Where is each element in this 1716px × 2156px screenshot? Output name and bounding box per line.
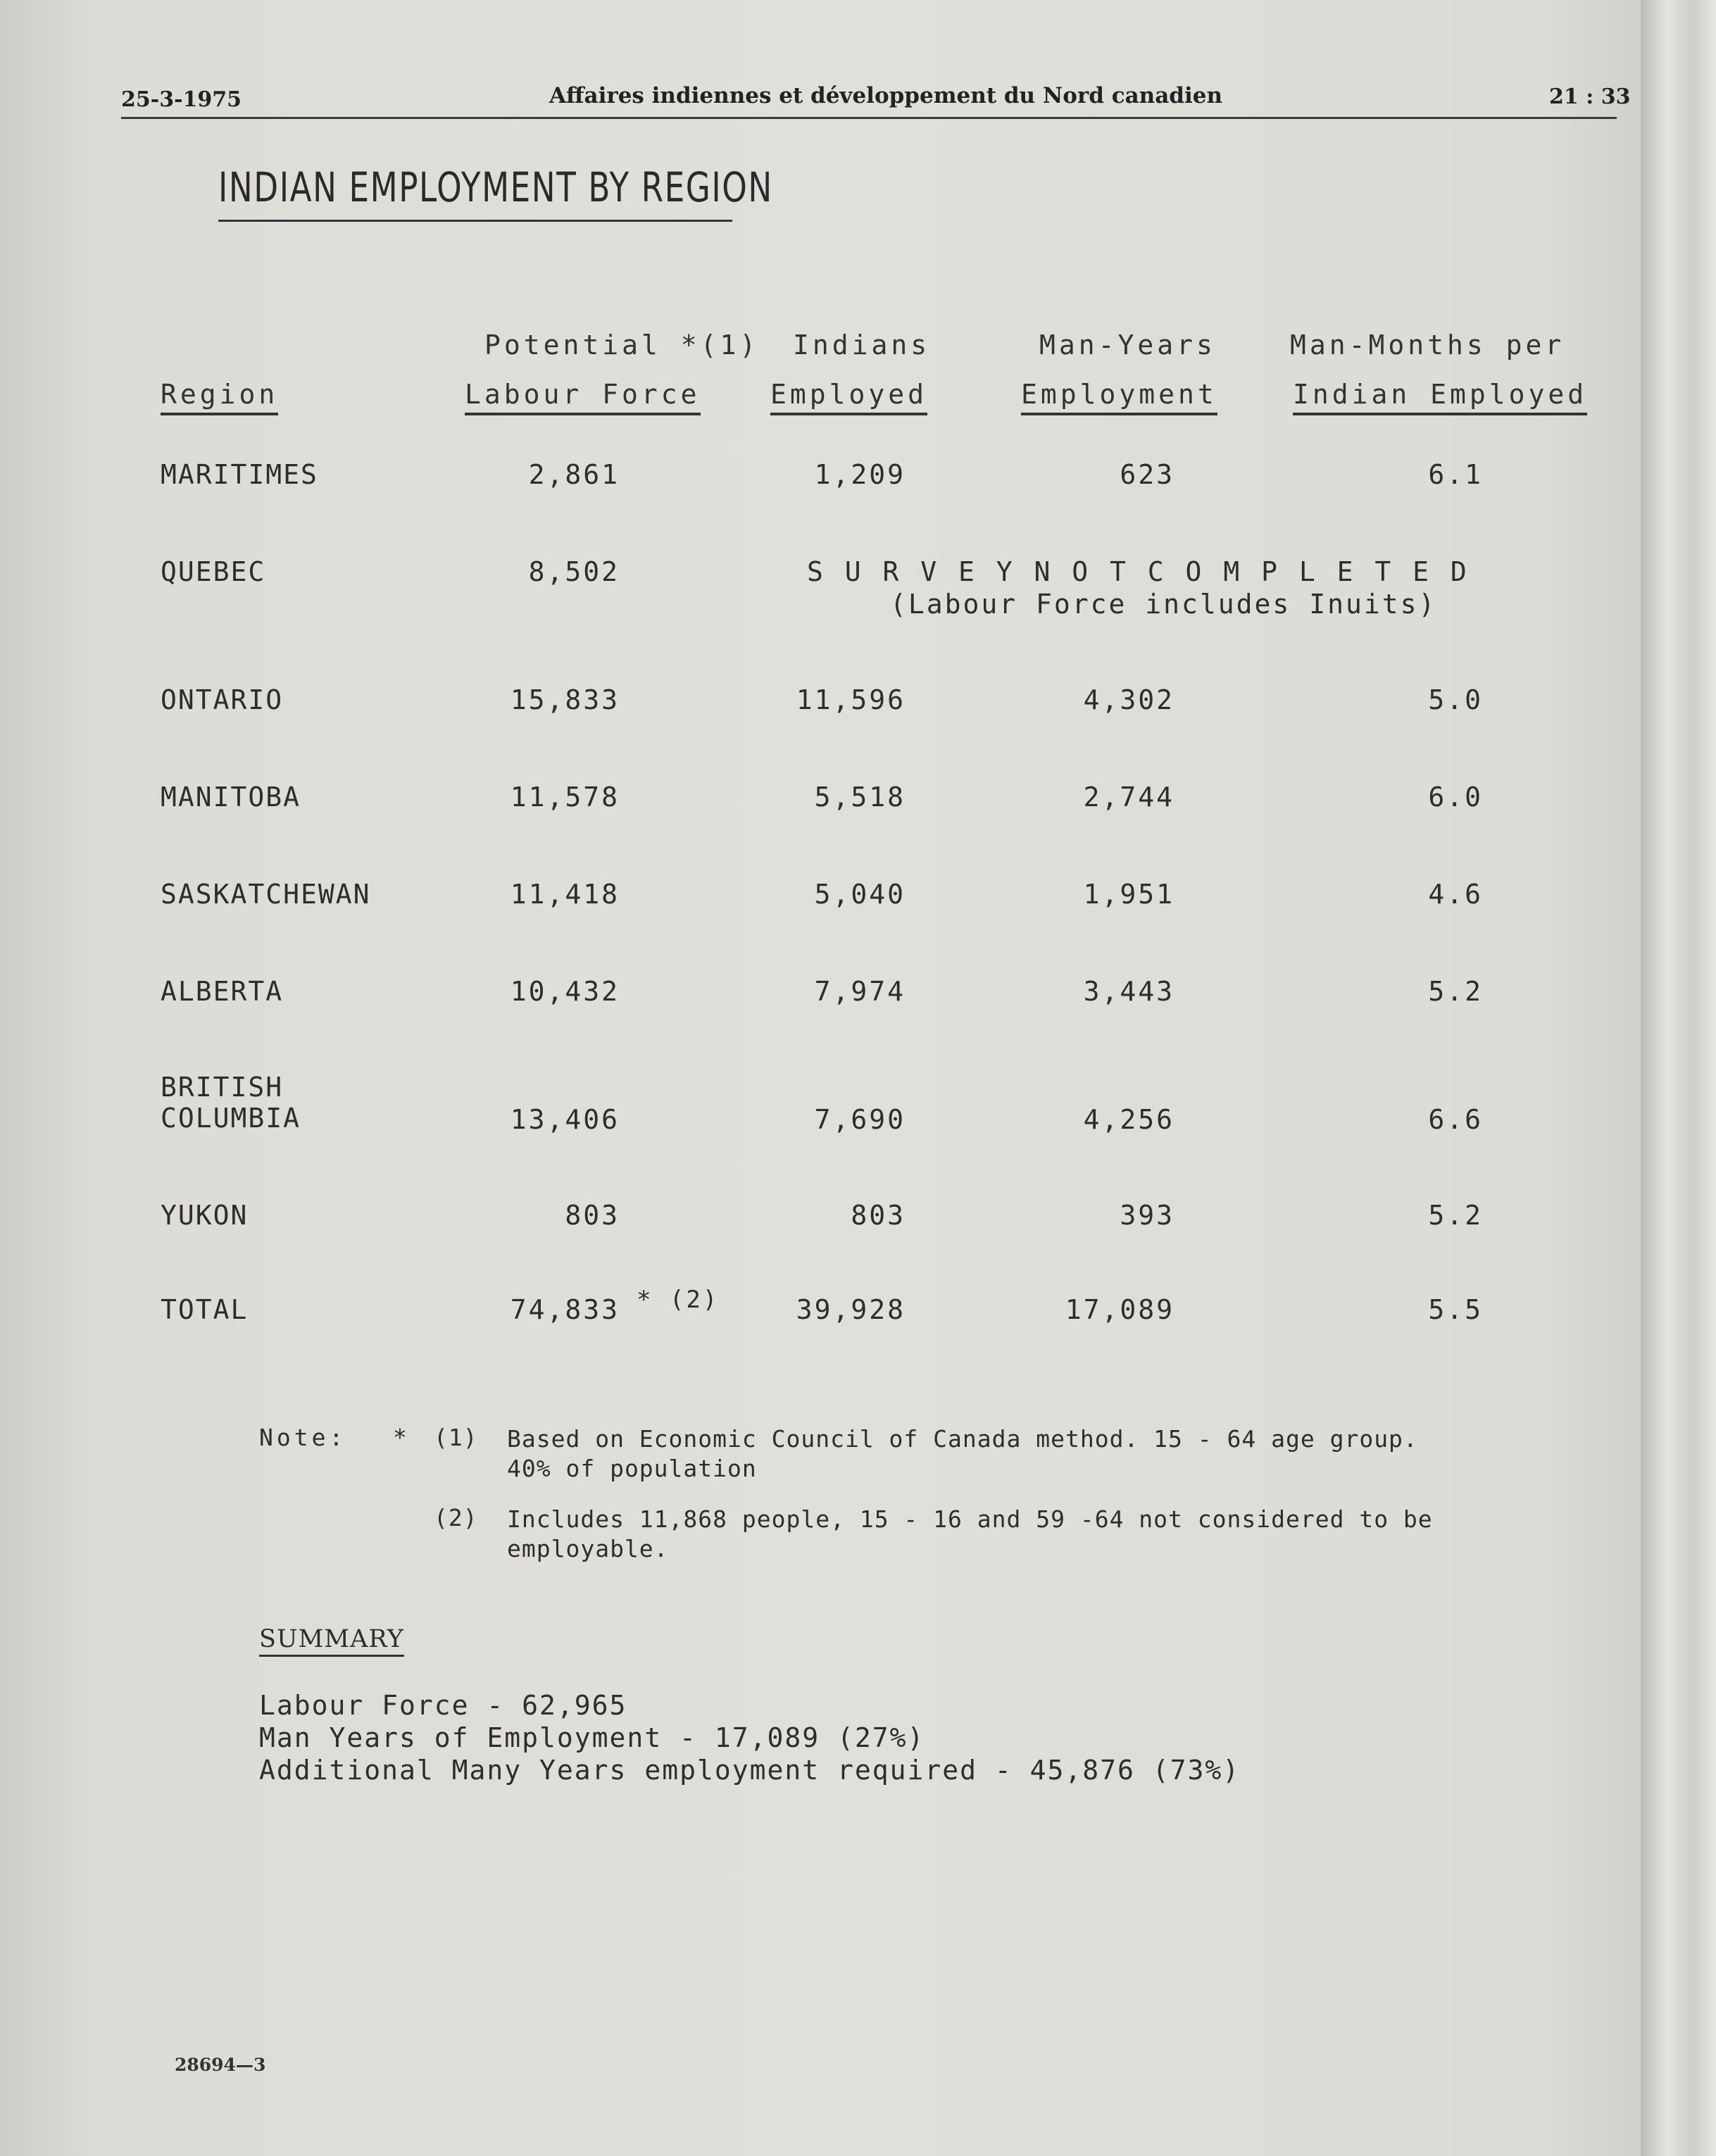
summary-line-2: Man Years of Employment - 17,089 (27%) <box>259 1722 925 1753</box>
header-date: 25-3-1975 <box>121 87 242 112</box>
row-employed: 11,596 <box>796 684 906 715</box>
footer-code: 28694—3 <box>175 2055 266 2075</box>
row-man-years: 4,302 <box>1083 684 1175 715</box>
row-man-months: 4.6 <box>1428 879 1483 910</box>
row-man-months: 5.2 <box>1428 976 1483 1007</box>
row-employed: 7,690 <box>814 1104 906 1135</box>
row-man-years: 1,951 <box>1083 879 1175 910</box>
row-region: BRITISH <box>161 1072 284 1103</box>
row-labour: 8,502 <box>528 556 620 587</box>
row-region: MARITIMES <box>161 459 318 490</box>
row-man-months: 6.1 <box>1428 459 1483 490</box>
page-edge <box>1641 0 1716 2156</box>
header-manmonths-line2: Indian Employed <box>1293 379 1587 415</box>
document-title: INDIAN EMPLOYMENT BY REGION <box>218 163 773 211</box>
header-indians-line1: Indians <box>793 330 931 361</box>
note-1-marker: (1) <box>434 1424 478 1451</box>
row-region: YUKON <box>161 1200 249 1231</box>
row-man-years: 3,443 <box>1083 976 1175 1007</box>
summary-line-3: Additional Many Years employment required - 45,876 (73%) <box>259 1755 1241 1786</box>
row-man-years: 17,089 <box>1065 1294 1175 1325</box>
note-2-line2: employable. <box>507 1535 669 1562</box>
row-labour: 11,578 <box>510 782 620 813</box>
note-label: Note: <box>259 1424 347 1451</box>
row-region: ONTARIO <box>161 684 284 715</box>
header-title: Affaires indiennes et développement du Nord canadien <box>549 83 1222 108</box>
header-labour-line1: Potential *(1) <box>484 330 760 361</box>
header-indians-line2: Employed <box>770 379 927 415</box>
row-labour: 803 <box>565 1200 620 1231</box>
note-1-line2: 40% of population <box>507 1455 757 1482</box>
row-region: SASKATCHEWAN <box>161 879 371 910</box>
row-employed: 39,928 <box>796 1294 906 1325</box>
summary-line-1: Labour Force - 62,965 <box>259 1690 627 1721</box>
header-region: Region <box>161 379 278 415</box>
header-manyears-line1: Man-Years <box>1039 330 1216 361</box>
note-2-marker: (2) <box>434 1504 478 1531</box>
note-1-line1: Based on Economic Council of Canada method. 15 - 64 age group. <box>507 1425 1418 1453</box>
row-employed: 7,974 <box>814 976 906 1007</box>
survey-not-completed: S U R V E Y N O T C O M P L E T E D <box>807 556 1470 587</box>
row-man-months: 6.6 <box>1428 1104 1483 1135</box>
row-region: ALBERTA <box>161 976 284 1007</box>
header-manyears-line2: Employment <box>1021 379 1217 415</box>
header-page-number: 21 : 33 <box>1549 84 1631 109</box>
row-man-months: 5.2 <box>1428 1200 1483 1231</box>
row-labour: 15,833 <box>510 684 620 715</box>
row-labour: 10,432 <box>510 976 620 1007</box>
row-labour: 74,833 <box>510 1294 620 1325</box>
row-region: COLUMBIA <box>161 1103 301 1134</box>
row-man-months: 5.0 <box>1428 684 1483 715</box>
row-region: TOTAL <box>161 1294 249 1325</box>
header-labour-line2: Labour Force <box>465 379 701 415</box>
row-man-years: 2,744 <box>1083 782 1175 813</box>
row-man-years: 393 <box>1120 1200 1175 1231</box>
row-employed: 1,209 <box>814 459 906 490</box>
row-region: MANITOBA <box>161 782 301 813</box>
row-labour: 2,861 <box>528 459 620 490</box>
row-employed: 5,040 <box>814 879 906 910</box>
header-manmonths-line1: Man-Months per <box>1290 330 1565 361</box>
row-employed: 803 <box>851 1200 906 1231</box>
row-man-years: 4,256 <box>1083 1104 1175 1135</box>
row-employed: 5,518 <box>814 782 906 813</box>
total-footnote-marker: * (2) <box>637 1286 720 1314</box>
title-underline <box>218 220 732 222</box>
row-man-months: 5.5 <box>1428 1294 1483 1325</box>
row-labour: 11,418 <box>510 879 620 910</box>
row-region: QUEBEC <box>161 556 266 587</box>
summary-heading: SUMMARY <box>259 1625 404 1657</box>
row-labour: 13,406 <box>510 1104 620 1135</box>
header-rule <box>121 117 1617 119</box>
note-2-line1: Includes 11,868 people, 15 - 16 and 59 -64 not considered to be <box>507 1505 1433 1533</box>
note-star: * <box>393 1424 408 1451</box>
row-man-years: 623 <box>1120 459 1175 490</box>
row-man-months: 6.0 <box>1428 782 1483 813</box>
survey-note: (Labour Force includes Inuits) <box>890 589 1437 620</box>
